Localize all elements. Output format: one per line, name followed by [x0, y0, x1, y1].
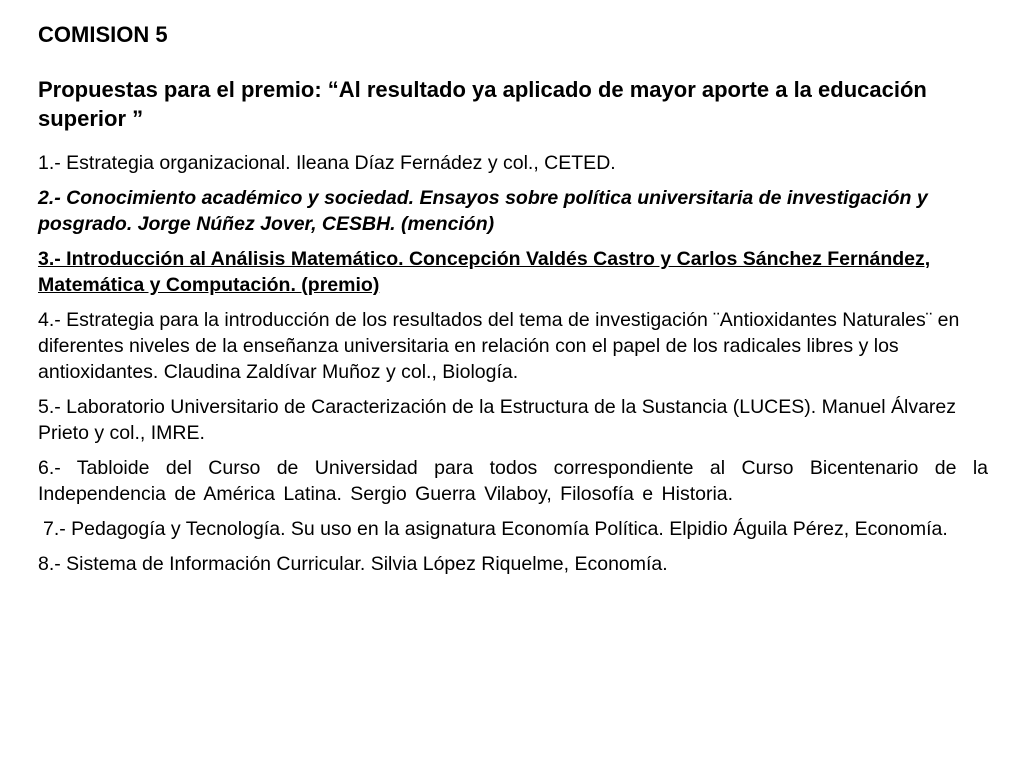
proposal-item-5: 5.- Laboratorio Universitario de Caracterización de la Estructura de la Sustancia (LUCES). Manuel Álvarez Prieto y col., IMRE.	[38, 396, 957, 444]
slide	[38, 20, 988, 586]
proposal-item-4: 4.- Estrategia para la introducción de los resultados del tema de investigación ¨Antioxidantes Naturales¨ en diferentes niveles de la enseñanza universitaria en relación con el papel de los radicales libres y los antioxidantes. Claudina Zaldívar Muñoz y col., Biología.	[38, 309, 960, 383]
award-title: Propuestas para el premio: “Al resultado ya aplicado de mayor aporte a la educación superior ”	[38, 77, 927, 131]
commission-heading: COMISION 5	[38, 22, 168, 47]
proposal-item-6: 6.- Tabloide del Curso de Universidad para todos correspondiente al Curso Bicentenario de la Independencia de América Latina. Sergio Guerra Vilaboy, Filosofía e Historia.	[38, 457, 988, 505]
proposal-item-2-mention: 2.- Conocimiento académico y sociedad. Ensayos sobre política universitaria de investigación y posgrado. Jorge Núñez Jover, CESBH. (mención)	[38, 187, 928, 235]
proposal-item-8: 8.- Sistema de Información Curricular. Silvia López Riquelme, Economía.	[38, 553, 668, 575]
proposal-item-3-prize: 3.- Introducción al Análisis Matemático. Concepción Valdés Castro y Carlos Sánchez Fernández, Matemática y Computación. (premio)	[38, 248, 931, 296]
proposal-item-1: 1.- Estrategia organizacional. Ileana Díaz Fernádez y col., CETED.	[38, 152, 616, 174]
proposal-item-7: 7.- Pedagogía y Tecnología. Su uso en la asignatura Economía Política. Elpidio Águila Pérez, Economía.	[43, 518, 948, 540]
proposal-list	[38, 150, 988, 577]
